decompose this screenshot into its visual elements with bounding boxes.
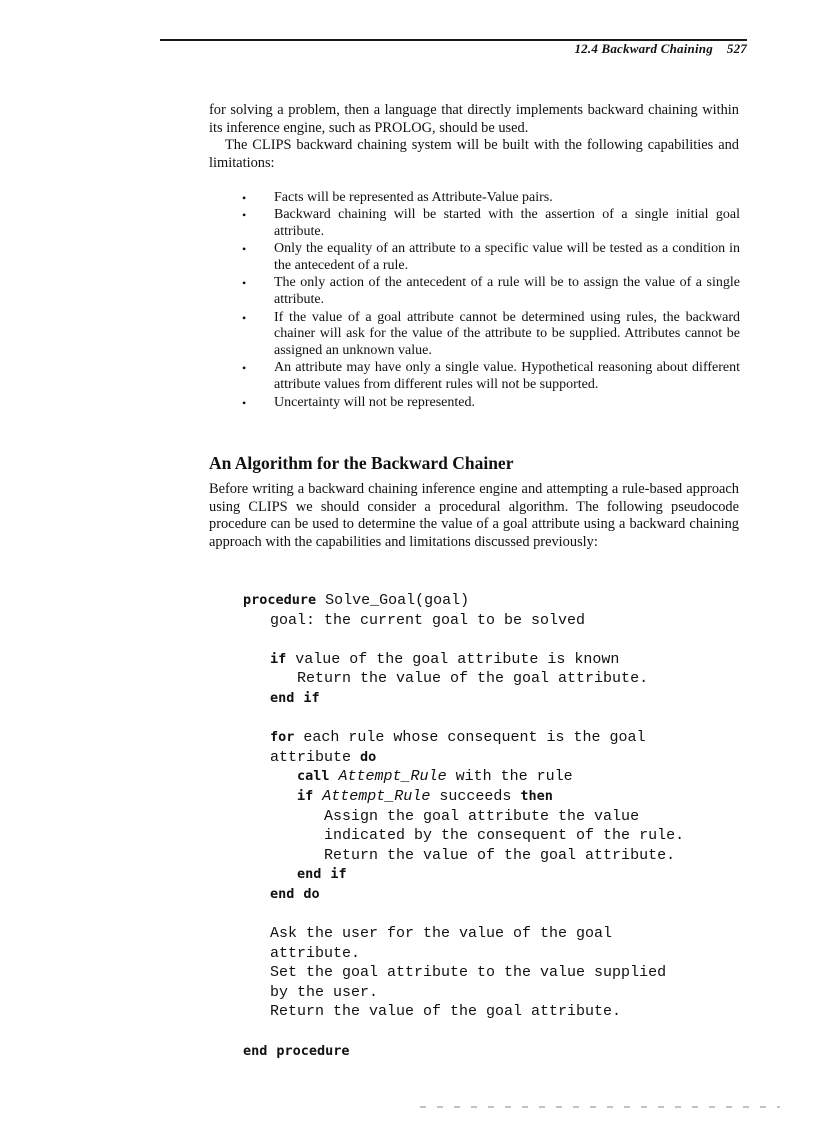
section-heading: An Algorithm for the Backward Chainer bbox=[209, 453, 514, 473]
keyword-procedure: procedure bbox=[243, 592, 317, 608]
running-head bbox=[480, 41, 747, 57]
list-item: • An attribute may have only a single value. Hypothetical reasoning about different attribute values from different rules will not be supported. bbox=[240, 360, 740, 394]
list-item: • If the value of a goal attribute cannot be determined using rules, the backward chainer will ask for the value of the attribute to be supplied. Attributes cannot be assigned an unknown value. bbox=[240, 310, 740, 360]
scan-artifact bbox=[420, 1106, 780, 1108]
keyword-then: then bbox=[520, 787, 553, 804]
attempt-rule-name: Attempt_Rule bbox=[322, 787, 431, 805]
attempt-rule-name: Attempt_Rule bbox=[338, 768, 447, 786]
keyword-if: if bbox=[330, 866, 347, 883]
page-number: 527 bbox=[726, 41, 747, 56]
list-item: • Uncertainty will not be represented. bbox=[240, 395, 740, 412]
code-line: by the user. bbox=[243, 983, 379, 1001]
keyword-do: do bbox=[303, 885, 320, 902]
code-line: Solve_Goal(goal) bbox=[316, 592, 470, 609]
pseudocode-block bbox=[243, 591, 684, 1061]
code-gap bbox=[243, 1022, 684, 1042]
keyword-do: do bbox=[360, 748, 377, 765]
code-line: attribute bbox=[243, 748, 361, 766]
keyword-end: end bbox=[270, 885, 295, 902]
intro-text bbox=[209, 102, 739, 172]
code-gap bbox=[243, 709, 684, 729]
list-item: • Backward chaining will be started with the assertion of a single initial goal attribute. bbox=[240, 207, 740, 241]
code-line: each rule whose consequent is the goal bbox=[294, 729, 646, 747]
paragraph-3: Before writing a backward chaining inference engine and attempting a rule-based approach using CLIPS we should consider a procedural algorithm. The following pseudocode procedure can be used to determine the value of a goal attribute using a backward chaining approach with the capabilities and limitations discussed previously: bbox=[209, 481, 739, 550]
paragraph-2: The CLIPS backward chaining system will be built with the following capabilities and limitations: bbox=[209, 137, 739, 171]
list-item: • Facts will be represented as Attribute-Value pairs. bbox=[240, 190, 740, 207]
code-line: with the rule bbox=[446, 768, 573, 786]
code-gap bbox=[243, 630, 684, 650]
paragraph-1: for solving a problem, then a language that directly implements backward chaining within its inference engine, such as PROLOG, should be used. bbox=[209, 102, 739, 136]
code-line: succeeds bbox=[430, 787, 521, 805]
code-line: Return the value of the goal attribute. bbox=[243, 846, 676, 864]
keyword-if: if bbox=[297, 787, 314, 804]
code-line: Return the value of the goal attribute. bbox=[243, 670, 649, 688]
code-line: Ask the user for the value of the goal bbox=[243, 925, 613, 943]
capabilities-list bbox=[240, 190, 740, 412]
list-item: • Only the equality of an attribute to a specific value will be tested as a condition in the antecedent of a rule. bbox=[240, 241, 740, 275]
code-line: indicated by the consequent of the rule. bbox=[243, 827, 685, 845]
keyword-for: for bbox=[270, 729, 295, 746]
code-line: attribute. bbox=[243, 944, 361, 962]
keyword-end: end bbox=[270, 689, 295, 706]
list-item: • The only action of the antecedent of a rule will be to assign the value of a single attribute. bbox=[240, 275, 740, 309]
keyword-if: if bbox=[270, 650, 287, 667]
code-line: Set the goal attribute to the value supplied bbox=[243, 964, 667, 982]
keyword-end: end bbox=[297, 866, 322, 883]
code-line: goal: the current goal to be solved bbox=[243, 611, 586, 629]
keyword-end: end bbox=[243, 1042, 268, 1059]
keyword-if: if bbox=[303, 689, 320, 706]
code-line: Assign the goal attribute the value bbox=[243, 807, 640, 825]
section-title: 12.4 Backward Chaining bbox=[574, 41, 713, 56]
keyword-procedure: procedure bbox=[276, 1042, 350, 1059]
keyword-call: call bbox=[297, 768, 330, 785]
code-line: value of the goal attribute is known bbox=[286, 650, 620, 668]
code-gap bbox=[243, 905, 684, 925]
code-line: Return the value of the goal attribute. bbox=[243, 1003, 622, 1021]
